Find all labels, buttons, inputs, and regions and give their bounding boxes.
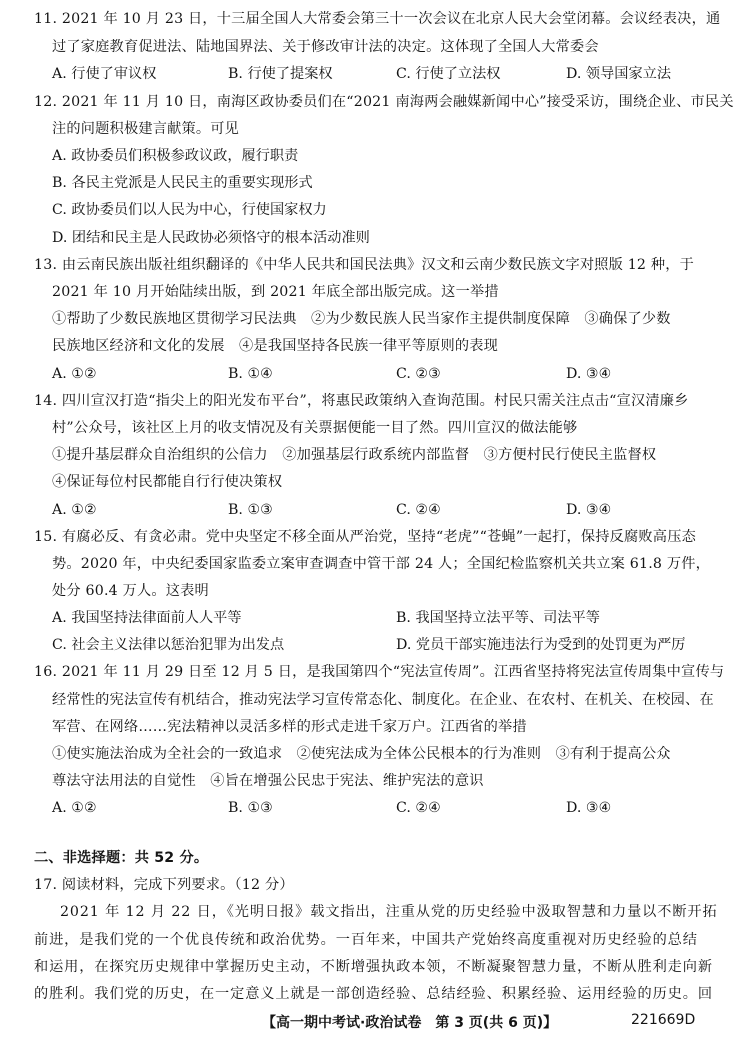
option-d: D. ③④ [566, 502, 612, 518]
question-stem-line: 2021 年 10 月开始陆续出版，到 2021 年底全部出版完成。这一举措 [52, 284, 499, 300]
option-a: A. 我国坚持法律面前人人平等 [52, 610, 242, 626]
option-d: D. 领导国家立法 [566, 66, 672, 82]
statement-line: ④保证每位村民都能自行行使决策权 [52, 474, 283, 490]
question-stem-line: 村”公众号，该社区上月的收支情况及有关票据便能一目了然。四川宣汉的做法能够 [52, 420, 578, 436]
question-stem-line: 过了家庭教育促进法、陆地国界法、关于修改审计法的决定。这体现了全国人大常委会 [52, 39, 599, 55]
statement-line: ①使实施法治成为全社会的一致追求 ②使宪法成为全体公民根本的行为准则 ③有利于提高公众 [52, 746, 671, 762]
question-stem-line: 注的问题积极建言献策。可见 [52, 121, 240, 137]
option-a: A. ①② [52, 366, 97, 382]
question-stem-line: 16. 2021 年 11 月 29 日至 12 月 5 日，是我国第四个“宪法宣传周”。江西省坚持将宪法宣传周集中宣传与 [34, 664, 725, 680]
statement-line: ①提升基层群众自治组织的公信力 ②加强基层行政系统内部监督 ③方便村民行使民主监督权 [52, 447, 657, 463]
option-c: C. 政协委员们以人民为中心，行使国家权力 [52, 202, 327, 218]
question-stem-line: 军营、在网络……宪法精神以灵活多样的形式走进千家万户。江西省的举措 [52, 719, 527, 735]
question-stem-line: 势。2020 年，中央纪委国家监委立案审查调查中管干部 24 人；全国纪检监察机关共立案 61.8 万件， [52, 556, 711, 572]
material-line: 的胜利。我们党的历史，在一定意义上就是一部创造经验、总结经验、积累经验、运用经验的历史。回 [34, 986, 713, 1002]
statement-line: ①帮助了少数民族地区贯彻学习民法典 ②为少数民族人民当家作主提供制度保障 ③确保了少数 [52, 311, 671, 327]
option-d: D. ③④ [566, 366, 612, 382]
option-d: D. 团结和民主是人民政协必须恪守的根本活动准则 [52, 230, 370, 246]
option-a: A. ①② [52, 800, 97, 816]
material-line: 和运用，在探究历史规律中掌握历史主动，不断增强执政本领，不断凝聚智慧力量，不断从胜利走向新 [34, 959, 713, 975]
question-stem-line: 17. 阅读材料，完成下列要求。（12 分） [34, 877, 294, 893]
exam-code: 221669D [631, 1012, 696, 1028]
material-line: 前进，是我们党的一个优良传统和政治优势。一百年来，中国共产党始终高度重视对历史经验的总结 [34, 932, 698, 948]
option-a: A. 行使了审议权 [52, 66, 157, 82]
section-heading: 二、非选择题：共 52 分。 [34, 850, 209, 866]
question-stem-line: 14. 四川宣汉打造“指尖上的阳光发布平台”，将惠民政策纳入查询范围。村民只需关注点击“宣汉清廉乡 [34, 393, 689, 409]
option-b: B. ①③ [228, 502, 273, 518]
question-stem-line: 15. 有腐必反、有贪必肃。党中央坚定不移全面从严治党，坚持“老虎”“苍蝇”一起打，保持反腐败高压态 [34, 529, 696, 545]
option-b: B. ①③ [228, 800, 273, 816]
option-d: D. 党员干部实施违法行为受到的处罚更为严厉 [396, 637, 686, 653]
option-b: B. 行使了提案权 [228, 66, 333, 82]
option-c: C. ②③ [396, 366, 441, 382]
question-stem-line: 经常性的宪法宣传有机结合，推动宪法学习宣传常态化、制度化。在企业、在农村、在机关、在校园、在 [52, 692, 714, 708]
option-b: B. ①④ [228, 366, 273, 382]
option-b: B. 各民主党派是人民民主的重要实现形式 [52, 175, 313, 191]
option-a: A. 政协委员们积极参政议政，履行职责 [52, 148, 299, 164]
material-line: 2021 年 12 月 22 日，《光明日报》载文指出，注重从党的历史经验中汲取智慧和力量以不断开拓 [60, 904, 718, 920]
statement-line: 民族地区经济和文化的发展 ④是我国坚持各民族一律平等原则的表现 [52, 338, 499, 354]
option-c: C. ②④ [396, 800, 441, 816]
option-c: C. 行使了立法权 [396, 66, 501, 82]
question-stem-line: 13. 由云南民族出版社组织翻译的《中华人民共和国民法典》汉文和云南少数民族文字对照版 12 种，于 [34, 257, 695, 273]
question-stem-line: 12. 2021 年 11 月 10 日，南海区政协委员们在“2021 南海两会融媒新闻中心”接受采访，围绕企业、市民关 [34, 94, 734, 110]
option-d: D. ③④ [566, 800, 612, 816]
option-b: B. 我国坚持立法平等、司法平等 [396, 610, 600, 626]
question-stem-line: 11. 2021 年 10 月 23 日，十三届全国人大常委会第三十一次会议在北京人民大会堂闭幕。会议经表决，通 [34, 11, 721, 27]
option-a: A. ①② [52, 502, 97, 518]
option-c: C. 社会主义法律以惩治犯罪为出发点 [52, 637, 285, 653]
statement-line: 尊法守法用法的自觉性 ④旨在增强公民忠于宪法、维护宪法的意识 [52, 773, 484, 789]
option-c: C. ②④ [396, 502, 441, 518]
page-footer: 【高一期中考试·政治试卷 第 3 页(共 6 页)】 [262, 1015, 558, 1031]
question-stem-line: 处分 60.4 万人。这表明 [52, 583, 209, 599]
